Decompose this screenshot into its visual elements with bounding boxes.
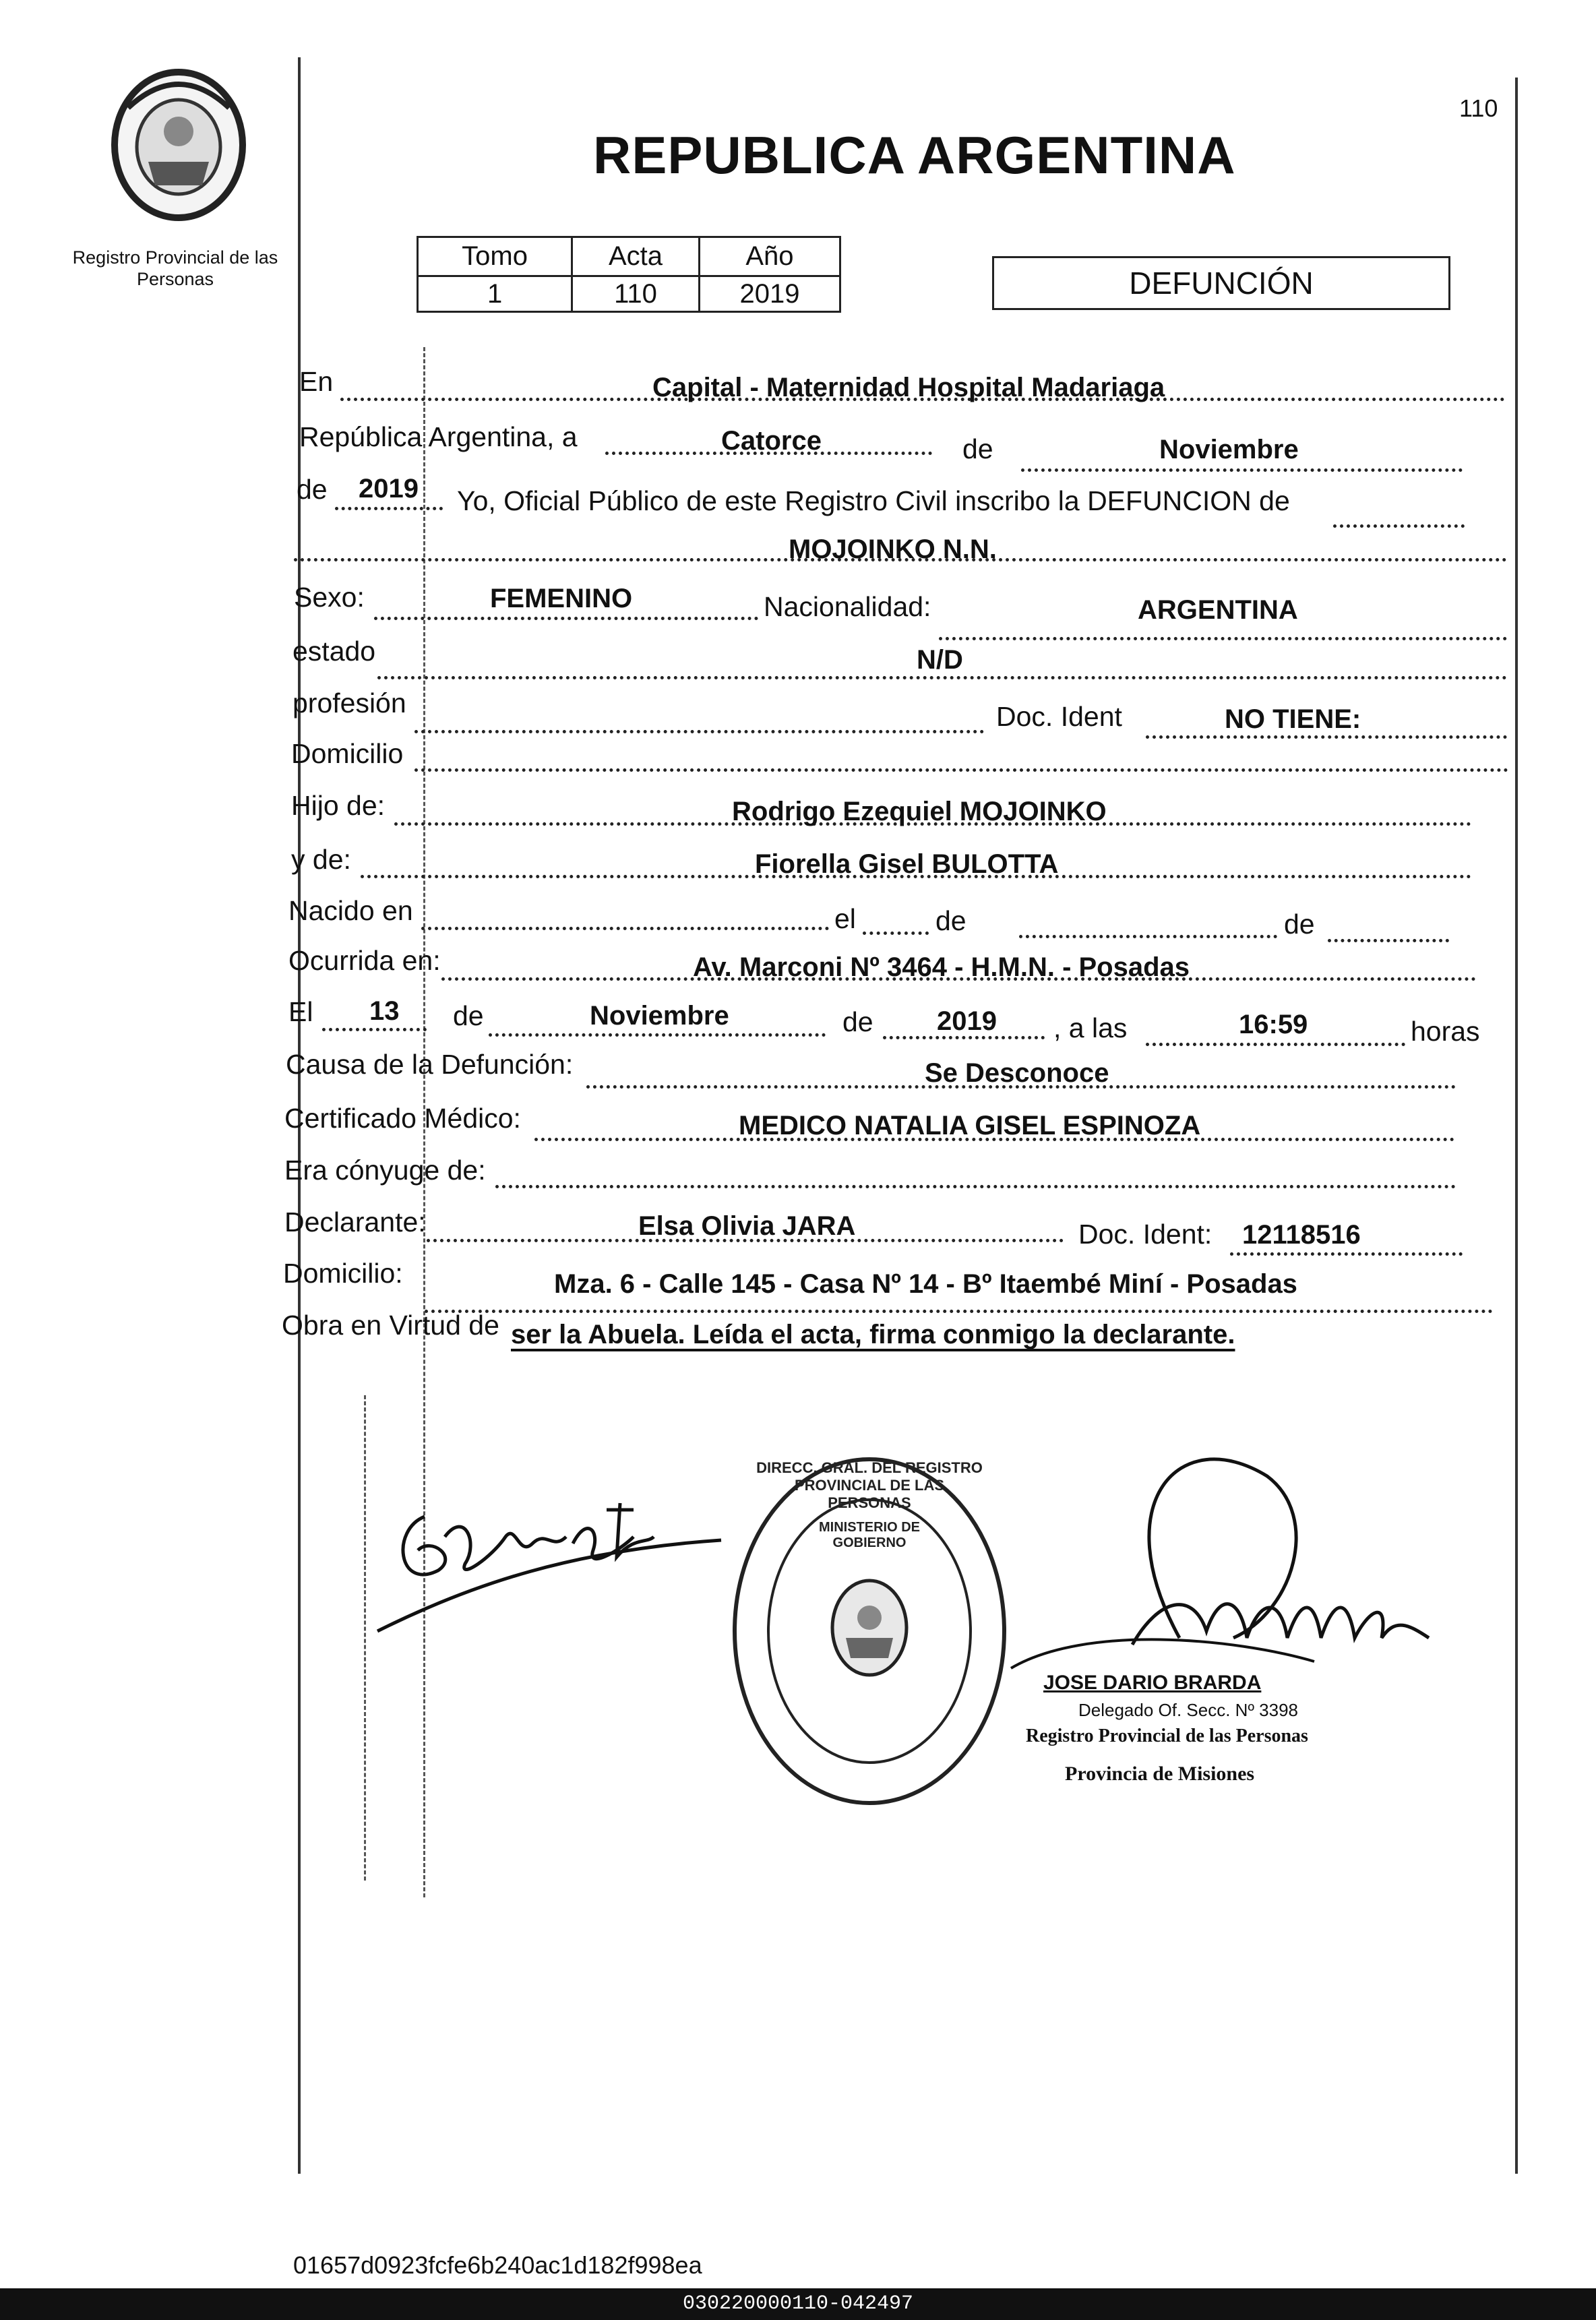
- label-official: Yo, Oficial Público de este Registro Civil inscribo la DEFUNCION de: [457, 485, 1290, 516]
- label-doc-ident: Doc. Ident:: [1078, 1219, 1213, 1250]
- dotted-line: [377, 676, 1507, 679]
- label-de: de: [453, 1000, 484, 1031]
- death-year: 2019: [937, 1006, 997, 1036]
- dotted-line: [415, 768, 1508, 772]
- right-margin-line: [1515, 78, 1518, 2174]
- marital-status: N/D: [917, 645, 963, 675]
- label-horas: horas: [1411, 1016, 1480, 1047]
- sex: FEMENINO: [490, 584, 633, 613]
- dotted-line: [863, 932, 929, 935]
- record-type-box: [992, 256, 1450, 310]
- declarant-signature: [350, 1436, 728, 1638]
- table-header: Año: [699, 237, 840, 276]
- mother-name: Fiorella Gisel BULOTTA: [755, 849, 1059, 879]
- label-declarante: Declarante:: [284, 1207, 426, 1238]
- label-nacido-en: Nacido en: [288, 895, 413, 926]
- footer-code: 030220000110-042497: [682, 2292, 914, 2315]
- nationality: ARGENTINA: [1138, 595, 1298, 625]
- label-de: de: [1284, 909, 1315, 940]
- death-day: 13: [369, 996, 400, 1026]
- logo-caption: Registro Provincial de las Personas: [72, 247, 278, 289]
- father-name: Rodrigo Ezequiel MOJOINKO: [732, 797, 1107, 826]
- label-causa: Causa de la Defunción:: [286, 1049, 574, 1080]
- medical-certificate: MEDICO NATALIA GISEL ESPINOZA: [739, 1111, 1201, 1140]
- officer-title: Delegado Of. Secc. Nº 3398: [1078, 1700, 1299, 1720]
- label-el: El: [288, 996, 313, 1027]
- label-ocurrida-en: Ocurrida en:: [288, 945, 441, 976]
- officer-name: JOSE DARIO BRARDA: [1043, 1672, 1262, 1694]
- dotted-line: [1146, 735, 1507, 739]
- label-de: de: [935, 905, 966, 936]
- label-nacionalidad: Nacionalidad:: [764, 591, 931, 622]
- label-a-las: , a las: [1053, 1012, 1128, 1043]
- dotted-line: [335, 507, 443, 510]
- label-hijo-de: Hijo de:: [291, 790, 386, 821]
- footer-bar: [0, 2288, 1596, 2320]
- record-type: DEFUNCIÓN: [1129, 266, 1314, 301]
- province-seal-logo: [101, 67, 256, 226]
- table-header: Acta: [572, 237, 700, 276]
- dotted-line: [489, 1033, 826, 1037]
- country-title: REPUBLICA ARGENTINA: [593, 125, 1236, 185]
- declarant-document: 12118516: [1242, 1220, 1361, 1250]
- dotted-line: [1146, 1043, 1405, 1046]
- label-obra: Obra en Virtud de: [282, 1310, 499, 1341]
- declarant-address: Mza. 6 - Calle 145 - Casa Nº 14 - Bº Itaembé Miní - Posadas: [554, 1269, 1297, 1299]
- year: 2019: [359, 474, 419, 503]
- label-doc-ident: Doc. Ident: [996, 701, 1122, 732]
- dotted-line: [495, 1185, 1456, 1188]
- place-of-registration: Capital - Maternidad Hospital Madariaga: [652, 373, 1165, 402]
- label-domicilio: Domicilio: [291, 738, 404, 769]
- document-id: NO TIENE:: [1225, 704, 1361, 734]
- dotted-line: [1328, 939, 1449, 942]
- label-profesion: profesión: [293, 688, 406, 719]
- page-number: 110: [1459, 94, 1498, 122]
- cause-of-death: Se Desconoce: [925, 1058, 1109, 1088]
- death-month: Noviembre: [590, 1001, 729, 1031]
- declarant-name: Elsa Olivia JARA: [638, 1211, 856, 1241]
- label-el: el: [834, 903, 856, 934]
- label-republica: República Argentina, a: [299, 421, 578, 452]
- label-en: En: [299, 366, 334, 397]
- dotted-line: [1230, 1252, 1463, 1256]
- dotted-line: [939, 637, 1507, 640]
- label-y-de: y de:: [291, 844, 351, 875]
- dotted-line: [1021, 468, 1463, 472]
- label-de: de: [842, 1006, 873, 1037]
- death-time: 16:59: [1239, 1010, 1308, 1039]
- dotted-line: [1019, 935, 1277, 938]
- stamp-round-text: DIRECC. GRAL. DEL REGISTRO PROVINCIAL DE LAS PERSONAS: [756, 1459, 983, 1511]
- label-domicilio: Domicilio:: [283, 1258, 403, 1289]
- table-cell: 2019: [699, 276, 840, 312]
- table-header: Tomo: [418, 237, 572, 276]
- document-hash: 01657d0923fcfe6b240ac1d182f998ea: [293, 2251, 702, 2279]
- label-conyuge: Era cónyuge de:: [284, 1155, 486, 1186]
- day-in-words: Catorce: [721, 426, 822, 456]
- officer-province: Provincia de Misiones: [1065, 1763, 1255, 1785]
- table-cell: 110: [572, 276, 700, 312]
- label-estado: estado: [293, 636, 376, 667]
- officer-registry: Registro Provincial de las Personas: [1026, 1726, 1308, 1746]
- relationship-statement: ser la Abuela. Leída el acta, firma conmigo la declarante.: [511, 1320, 1235, 1349]
- dotted-line: [1333, 524, 1465, 528]
- dotted-line: [374, 617, 758, 620]
- dotted-line: [415, 730, 984, 733]
- month: Noviembre: [1159, 435, 1299, 464]
- place-of-death: Av. Marconi Nº 3464 - H.M.N. - Posadas: [693, 952, 1190, 982]
- table-cell: 1: [418, 276, 572, 312]
- label-certificado: Certificado Médico:: [284, 1103, 521, 1134]
- dotted-line: [421, 927, 829, 930]
- label-de: de: [962, 433, 993, 464]
- dotted-line: [322, 1028, 427, 1031]
- label-de: de: [297, 474, 328, 505]
- registry-table: [417, 236, 841, 313]
- stamp-inner-text: MINISTERIO DE GOBIERNO: [818, 1520, 920, 1550]
- dotted-line: [425, 1310, 1493, 1313]
- label-sexo: Sexo:: [294, 582, 365, 613]
- deceased-name: MOJOINKO N.N.: [789, 535, 997, 564]
